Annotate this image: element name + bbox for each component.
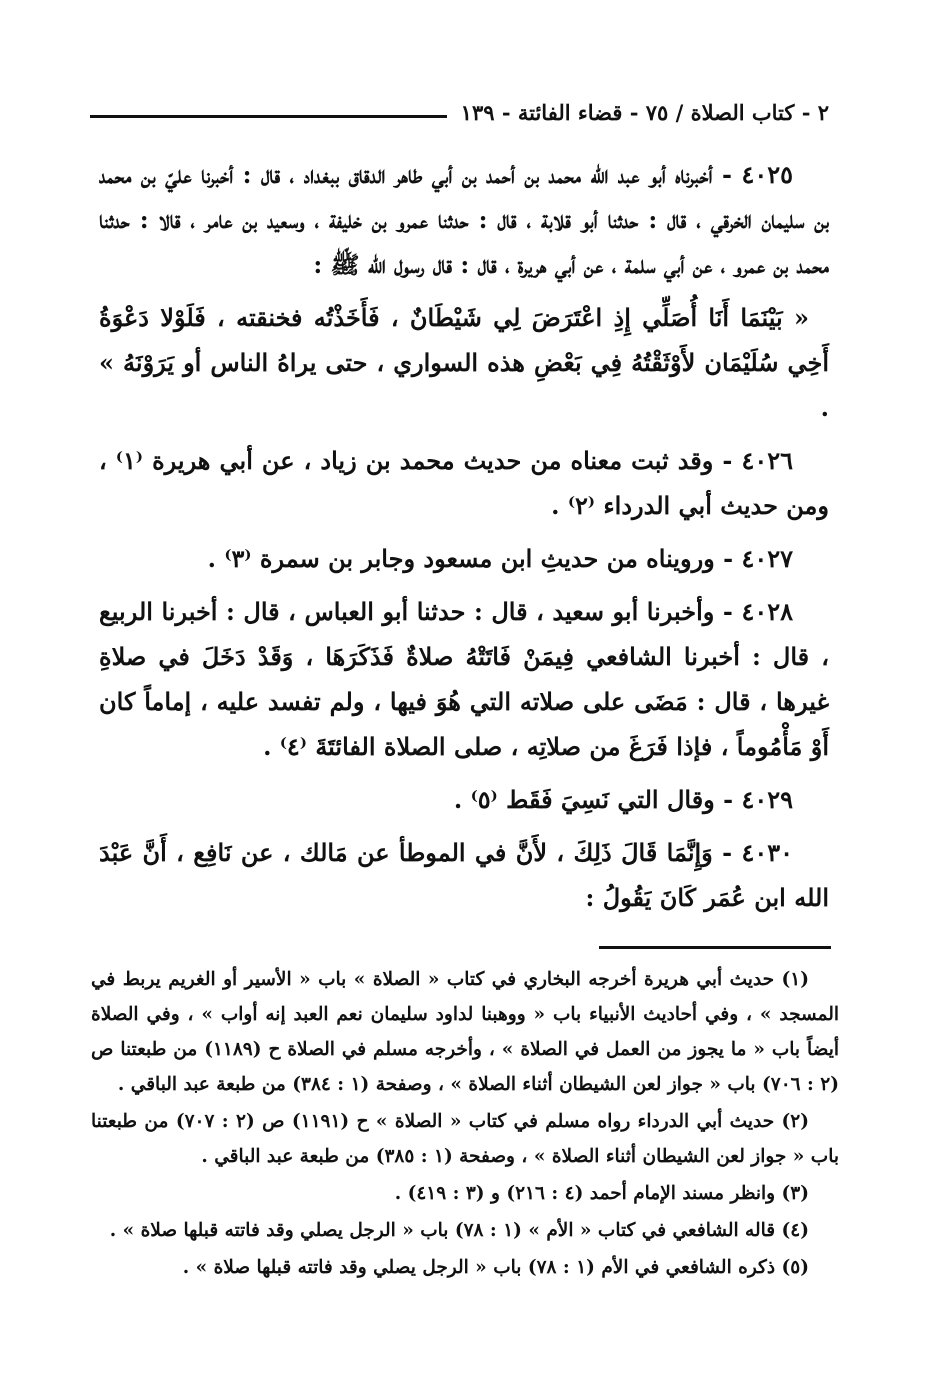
header-rule: [90, 115, 447, 118]
footnote-rule: [599, 946, 831, 949]
paragraph-4029: ٤٠٢٩ - وقال التي نَسِيَ فَقَط ⁽٥⁾ .: [453, 785, 793, 814]
page-header: [90, 92, 829, 132]
paragraph-4026: ٤٠٢٦ - وقد ثبت معناه من حديث محمد بن زياد ، عن أبي هريرة ⁽١⁾ ، ومن حديث أبي الدرداء ⁽٢⁾ .: [99, 446, 829, 520]
paragraph-4025: ٤٠٢٥ - أخبرناه أبو عبد الله محمد بن أحمد بن أبي طاهر الدقاق ببغداد ، قال : أخبرنا عليّ بن محمد بن سليمان الخرقي ، قال : حدثنا أبو قلابة ، قال : حدثنا عمرو بن خليفة ، وسعيد بن عامر ، قالا : حدثنا محمد بن عمرو ، عن أبي سلمة ، عن أبي هريرة ، قال : قال رسول الله ﷺ :: [99, 160, 829, 279]
hadith-text: « بَيْنَمَا أَنَا أُصَلِّي إِذِ اعْتَرَضَ لِي شَيْطَانٌ ، فَأَخَذْتُه فخنقته ، فَلَوْلا دَعْوَةُ أَخِي سُلَيْمَان لأَوْثَقْتُهُ فِي بَعْضِ هذه السواري ، حتى يراهُ الناس أو يَرَوْنَهُ » .: [99, 303, 829, 422]
footnote-1: (١) حديث أبي هريرة أخرجه البخاري في كتاب « الصلاة » باب « الأسير أو الغريم يربط في المسجد » ، وفي أحاديث الأنبياء باب « ووهبنا لداود سليمان نعم العبد إنه أواب » ، وفي الصلاة أيضاً باب « ما يجوز من العمل في الصلاة » ، وأخرجه مسلم في الصلاة ح (١١٨٩) من طبعتنا ص (٢ : ٧٠٦) باب « جواز لعن الشيطان أثناء الصلاة » ، وصفحة (١ : ٣٨٤) من طبعة عبد الباقي .: [91, 969, 839, 1095]
footnote-3: (٣) وانظر مسند الإمام أحمد (٤ : ٢١٦) و (٣ : ٤١٩) .: [394, 1183, 809, 1204]
running-head: ٢ - كتاب الصلاة / ٧٥ - قضاء الفائتة - ١٣٩: [460, 99, 829, 125]
footnote-4: (٤) قاله الشافعي في كتاب « الأم » (١ : ٧٨) باب « الرجل يصلي وقد فاتته قبلها صلاة » .: [109, 1220, 809, 1241]
paragraph-4028: ٤٠٢٨ - وأخبرنا أبو سعيد ، قال : حدثنا أبو العباس ، قال : أخبرنا الربيع ، قال : أخبرنا الشافعي فِيمَنْ فَاتَتْهُ صلاةٌ فَذَكَرَهَا ، وَقَدْ دَخَلَ في صلاةِ غيرها ، قال : مَضَى على صلاته التي هُوَ فيها ، ولم تفسد عليه ، إماماً كان أَوْ مَأْمُوماً ، فإذا فَرَغَ من صلاتِه ، صلى الصلاة الفائتَةَ ⁽٤⁾ .: [99, 597, 829, 761]
paragraph-4027: ٤٠٢٧ - ورويناه من حديثِ ابن مسعود وجابر بن سمرة ⁽٣⁾ .: [207, 544, 793, 573]
footnote-5: (٥) ذكره الشافعي في الأم (١ : ٧٨) باب « الرجل يصلي وقد فاتته قبلها صلاة » .: [182, 1257, 809, 1278]
paragraph-4030: ٤٠٣٠ - وَإِنَّمَا قَالَ ذَلِكَ ، لأَنَّ في الموطأ عن مَالك ، عن نَافِع ، أَنَّ عَبْدَ الله ابن عُمَر كَانَ يَقُولُ :: [99, 838, 829, 912]
main-text: [99, 152, 829, 928]
footnote-2: (٢) حديث أبي الدرداء رواه مسلم في كتاب « الصلاة » ح (١١٩١) ص (٢ : ٧٠٧) من طبعتنا باب « جواز لعن الشيطان أثناء الصلاة » ، وصفحة (١ : ٣٨٥) من طبعة عبد الباقي .: [91, 1111, 839, 1167]
footnotes: [91, 962, 839, 1287]
